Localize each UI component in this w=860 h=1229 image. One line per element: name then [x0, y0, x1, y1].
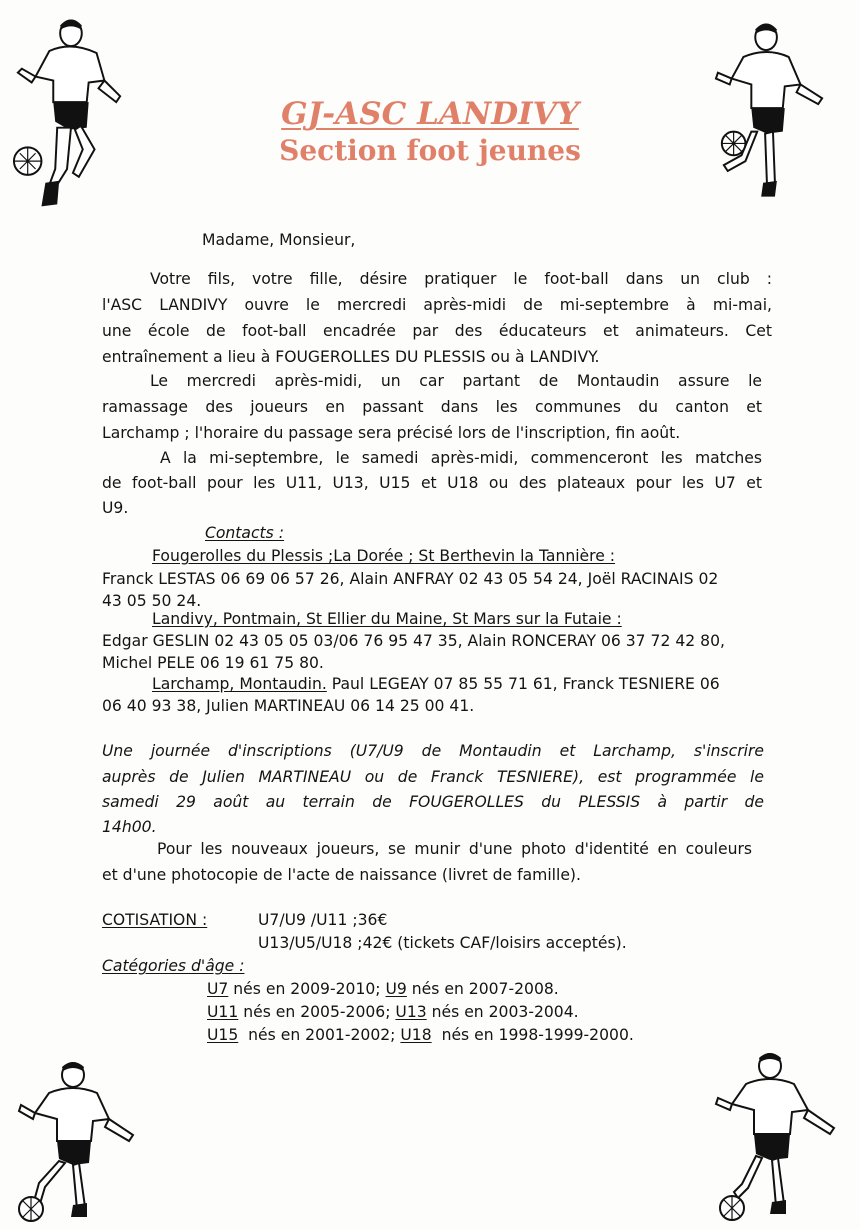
category-code: U9: [385, 980, 407, 998]
category-years: nés en 2007-2008.: [406, 980, 559, 998]
letter-header: [260, 95, 600, 169]
paragraph-2-line: Larchamp ; l'horaire du passage sera précisé lors de l'inscription, fin août.: [102, 424, 681, 442]
category-years: nés en 2009-2010;: [228, 980, 386, 998]
paragraph-3-line: de foot-ball pour les U11, U13, U15 et U18 ou des plateaux pour les U7 et: [102, 474, 762, 492]
paragraph-3-line: A la mi-septembre, le samedi après-midi, commenceront les matches: [160, 449, 762, 467]
paragraph-1-line: une école de foot-ball encadrée par des éducateurs et animateurs. Cet: [102, 322, 772, 340]
category-row: [207, 1003, 579, 1021]
contacts-line: 06 40 93 38, Julien MARTINEAU 06 14 25 00 41.: [102, 697, 475, 715]
paragraph-3-line: U9.: [102, 499, 129, 517]
contacts-group-title: Fougerolles du Plessis ;La Dorée ; St Berthevin la Tannière :: [152, 547, 616, 565]
contacts-line: Edgar GESLIN 02 43 05 05 03/06 76 95 47 35, Alain RONCERAY 06 37 72 42 80,: [102, 632, 725, 650]
category-code: U18: [400, 1026, 432, 1044]
contacts-line: Franck LESTAS 06 69 06 57 26, Alain ANFRAY 02 43 05 54 24, Joël RACINAIS 02: [102, 570, 719, 588]
football-player-icon: [15, 1057, 140, 1225]
category-code: U11: [207, 1003, 239, 1021]
cotisation-label: COTISATION :: [102, 911, 208, 929]
cotisation-line: U7/U9 /U11 ;36€: [258, 911, 388, 929]
category-row: [207, 1026, 634, 1044]
category-row: [207, 980, 559, 998]
paragraph-2-line: ramassage des joueurs en passant dans les communes du canton et: [102, 398, 762, 416]
contacts-line: [152, 675, 720, 693]
category-code: U13: [395, 1003, 427, 1021]
documents-line: Pour les nouveaux joueurs, se munir d'une photo d'identité en couleurs: [157, 840, 752, 858]
contacts-group-title: Larchamp, Montaudin.: [152, 675, 327, 693]
section-subtitle: Section foot jeunes: [279, 134, 581, 167]
paragraph-2-line: Le mercredi après-midi, un car partant de Montaudin assure le: [150, 372, 762, 390]
football-player-icon: [712, 1048, 840, 1224]
contacts-heading: Contacts :: [205, 524, 285, 542]
paragraph-1-line: entraînement a lieu à FOUGEROLLES DU PLESSIS ou à LANDIVY.: [102, 348, 600, 366]
contacts-line: Michel PELE 06 19 61 75 80.: [102, 654, 324, 672]
contacts-group-title: Landivy, Pontmain, St Ellier du Maine, St Mars sur la Futaie :: [152, 610, 622, 628]
football-player-icon: [10, 10, 128, 210]
club-title: GJ-ASC LANDIVY: [281, 96, 579, 132]
category-code: U7: [207, 980, 229, 998]
categories-label: Catégories d'âge :: [102, 957, 245, 975]
cotisation-line: U13/U5/U18 ;42€ (tickets CAF/loisirs acceptés).: [258, 934, 627, 952]
documents-line: et d'une photocopie de l'acte de naissance (livret de famille).: [102, 866, 581, 884]
inscription-line: samedi 29 août au terrain de FOUGEROLLES du PLESSIS à partir de: [102, 793, 764, 811]
contacts-line: 43 05 50 24.: [102, 592, 202, 610]
inscription-line: 14h00.: [102, 818, 157, 836]
category-years: nés en 2003-2004.: [426, 1003, 579, 1021]
salutation: Madame, Monsieur,: [202, 231, 356, 249]
paragraph-1-line: Votre fils, votre fille, désire pratiquer le foot-ball dans un club :: [150, 270, 772, 288]
inscription-line: Une journée d'inscriptions (U7/U9 de Montaudin et Larchamp, s'inscrire: [102, 742, 764, 760]
football-player-icon: [712, 12, 830, 212]
paragraph-1-line: l'ASC LANDIVY ouvre le mercredi après-midi de mi-septembre à mi-mai,: [102, 296, 772, 314]
inscription-line: auprès de Julien MARTINEAU ou de Franck TESNIERE), est programmée le: [102, 768, 764, 786]
category-years: nés en 2005-2006;: [238, 1003, 396, 1021]
category-years: nés en 1998-1999-2000.: [431, 1026, 634, 1044]
contacts-line-text: Paul LEGEAY 07 85 55 71 61, Franck TESNIERE 06: [326, 675, 720, 693]
category-code: U15: [207, 1026, 239, 1044]
category-years: nés en 2001-2002;: [238, 1026, 401, 1044]
